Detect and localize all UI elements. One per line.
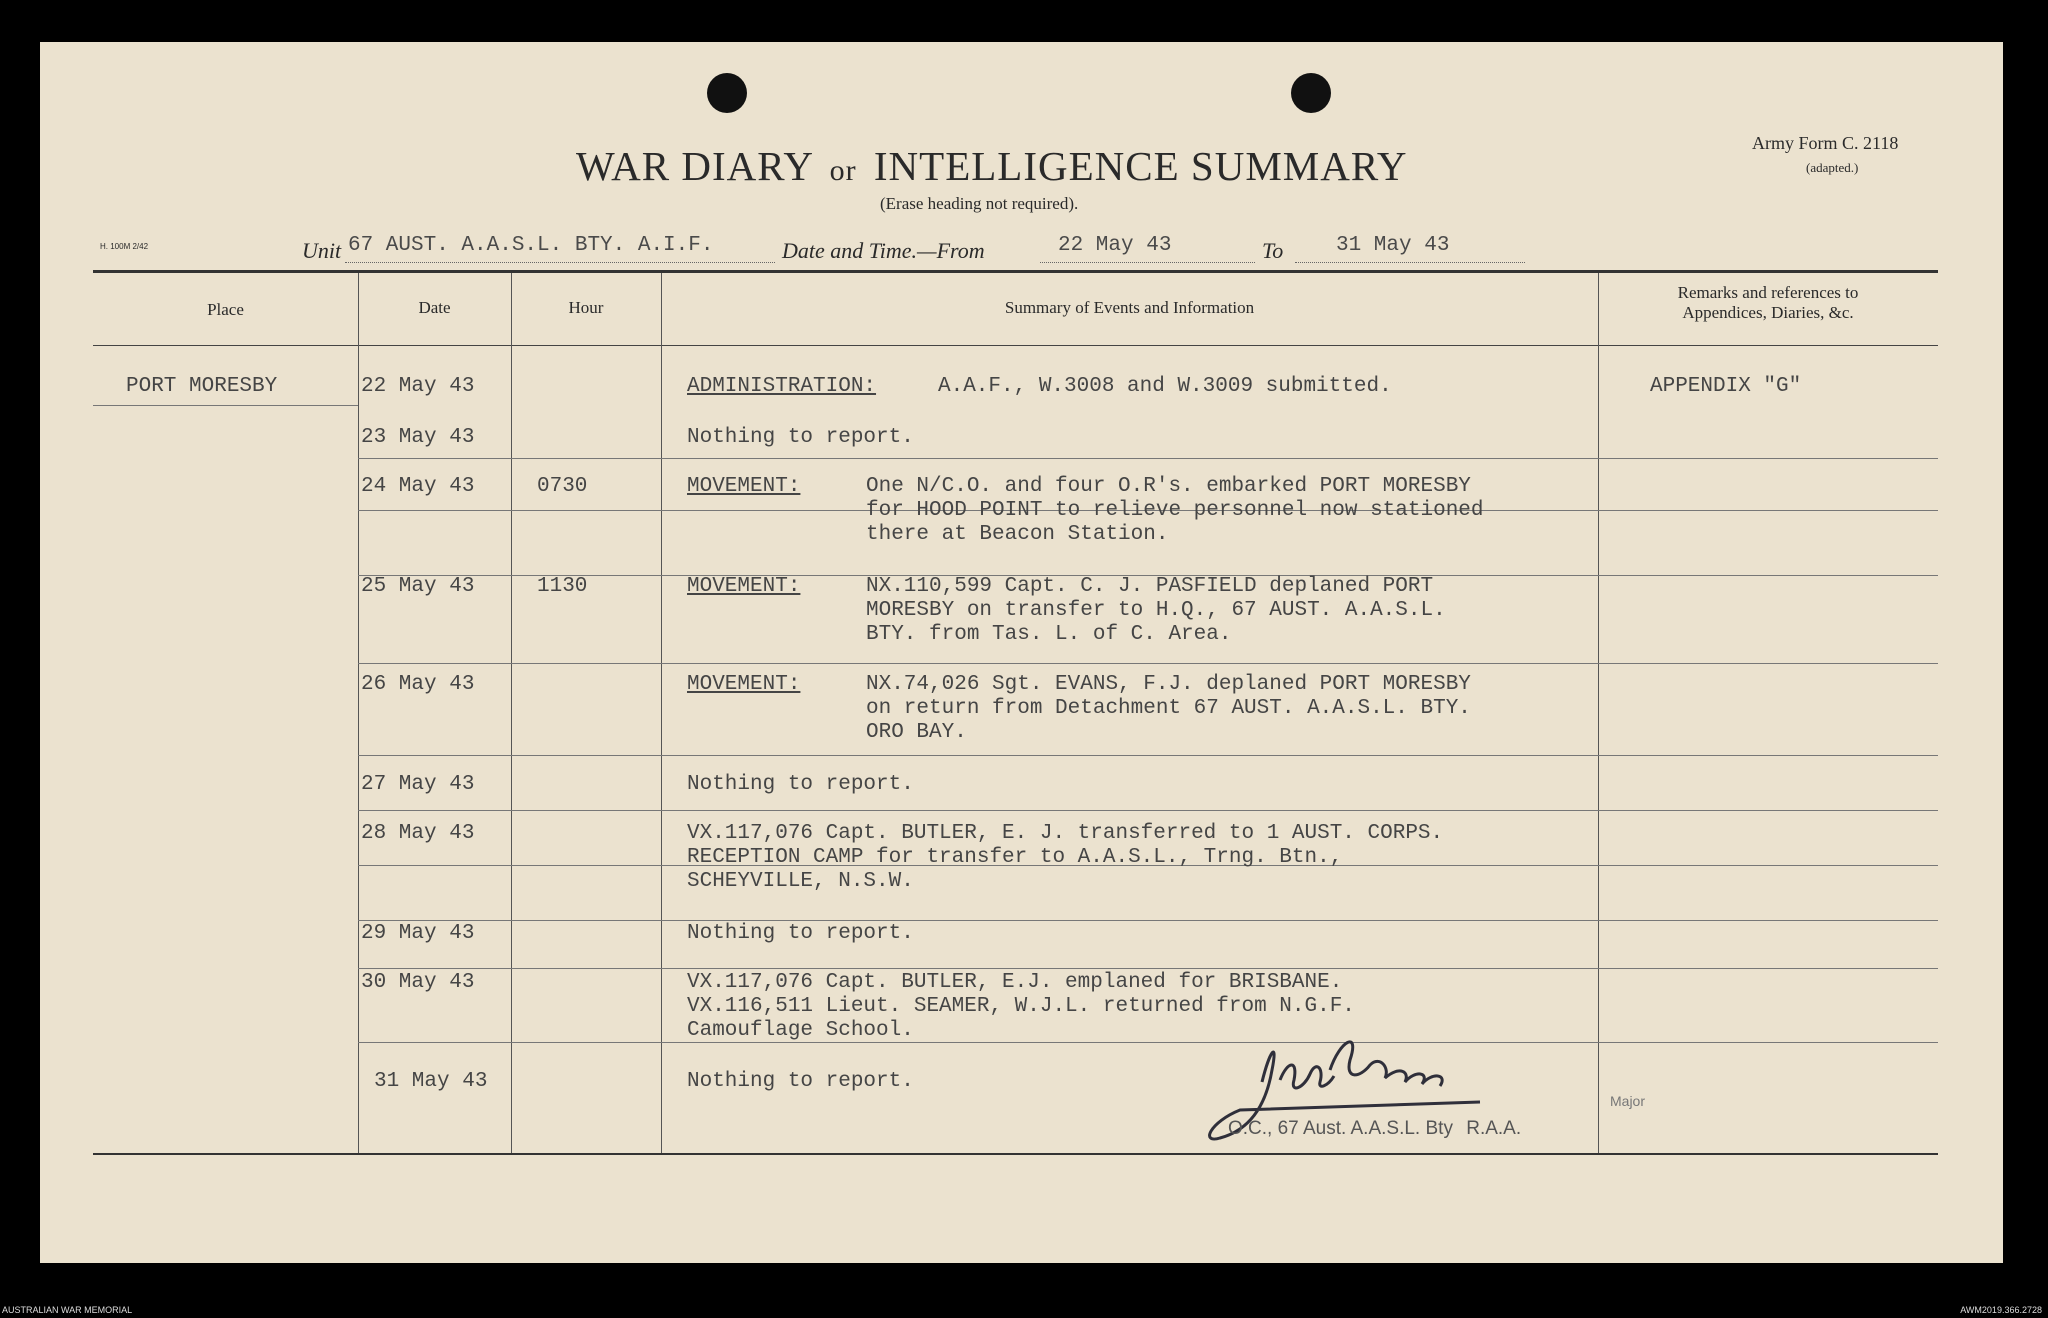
army-form-number: Army Form C. 2118 (1752, 133, 1899, 153)
date-label: Date and Time.—From (782, 238, 985, 263)
to-dotline (1295, 262, 1525, 263)
row-heading: MOVEMENT: (687, 475, 801, 498)
header-date: Date (418, 298, 451, 317)
unit-label: Unit (302, 238, 342, 263)
row-heading: MOVEMENT: (687, 673, 801, 696)
title-or: or (829, 154, 857, 187)
from-value: 22 May 43 (1058, 234, 1172, 257)
row-summary: Nothing to report. (687, 922, 914, 945)
row-hour: 1130 (537, 575, 588, 598)
column-divider (661, 273, 662, 1153)
subtitle: (Erase heading not required). (880, 194, 1079, 213)
oc-stamp (1228, 1118, 1521, 1140)
stamp-suffix: R.A.A. (1466, 1118, 1522, 1139)
row-date: 25 May 43 (361, 575, 475, 598)
header-rule (93, 345, 1938, 346)
column-divider (358, 273, 359, 1153)
row-date: 28 May 43 (361, 822, 475, 845)
row-date: 22 May 43 (361, 375, 475, 398)
unit-value: 67 AUST. A.A.S.L. BTY. A.I.F. (348, 234, 714, 257)
army-form-adapted: (adapted.) (1806, 160, 1859, 175)
row-heading: MOVEMENT: (687, 575, 801, 598)
header-hour: Hour (568, 298, 604, 317)
row-summary: Nothing to report. (687, 1070, 914, 1093)
column-divider (1598, 273, 1599, 1153)
rank-stamp: Major (1610, 1093, 1646, 1109)
header-remarks (1598, 283, 1938, 323)
row-date: 30 May 43 (361, 971, 475, 994)
punch-hole (707, 73, 747, 113)
row-remarks: APPENDIX "G" (1650, 375, 1802, 398)
row-rule (358, 810, 1938, 811)
row-rule (358, 663, 1938, 664)
header-summary: Summary of Events and Information (1004, 298, 1255, 317)
table-top-rule (93, 270, 1938, 273)
row-rule (358, 755, 1938, 756)
footer-credit: AUSTRALIAN WAR MEMORIAL (2, 1305, 133, 1315)
row-hour: 0730 (537, 475, 588, 498)
row-date: 23 May 43 (361, 426, 475, 449)
title-war-diary: WAR DIARY (576, 143, 813, 189)
row-summary: Nothing to report. (687, 773, 914, 796)
row-date: 24 May 43 (361, 475, 475, 498)
punch-hole (1291, 73, 1331, 113)
row-rule (358, 920, 1938, 921)
from-dotline (1040, 262, 1255, 263)
row-summary: VX.117,076 Capt. BUTLER, E. J. transferred to 1 AUST. CORPS. RECEPTION CAMP for transfer to A.A.S.L., Trng. Btn., SCHEYVILLE, N.S.W. (687, 822, 1444, 893)
row-date: 31 May 43 (374, 1070, 488, 1093)
footer-accession: AWM2019.366.2728 (1960, 1305, 2042, 1315)
row-rule (358, 968, 1938, 969)
row-summary: NX.110,599 Capt. C. J. PASFIELD deplaned PORT MORESBY on transfer to H.Q., 67 AUST. A.A.S.L. BTY. from Tas. L. of C. Area. (866, 575, 1446, 646)
row-heading: ADMINISTRATION: (687, 375, 877, 398)
row-summary: One N/C.O. and four O.R's. embarked PORT MORESBY for HOOD POINT to relieve personnel now stationed there at Beacon Station. (866, 475, 1484, 546)
row-summary: A.A.F., W.3008 and W.3009 submitted. (938, 375, 1392, 398)
form-code: H. 100M 2/42 (100, 242, 149, 251)
header-remarks-line1: Remarks and references to (1677, 283, 1859, 302)
column-divider (511, 273, 512, 1153)
page-title (576, 142, 1408, 190)
diary-page (40, 42, 2003, 1263)
to-value: 31 May 43 (1336, 234, 1450, 257)
to-label: To (1262, 238, 1284, 263)
row-place: PORT MORESBY (126, 375, 278, 398)
unit-dotline (345, 262, 775, 263)
header-place: Place (207, 300, 244, 319)
oc-stamp-text: O.C., 67 Aust. A.A.S.L. Bty (1228, 1118, 1453, 1139)
row-summary: Nothing to report. (687, 426, 914, 449)
header-remarks-line2: Appendices, Diaries, &c. (1682, 303, 1854, 322)
table-bottom-rule (93, 1153, 1938, 1155)
row-summary: VX.117,076 Capt. BUTLER, E.J. emplaned for BRISBANE. VX.116,511 Lieut. SEAMER, W.J.L. returned from N.G.F. Camouflage School. (687, 971, 1355, 1042)
row-rule (358, 458, 1938, 459)
row-rule (93, 405, 358, 406)
row-date: 29 May 43 (361, 922, 475, 945)
row-date: 27 May 43 (361, 773, 475, 796)
row-date: 26 May 43 (361, 673, 475, 696)
row-summary: NX.74,026 Sgt. EVANS, F.J. deplaned PORT MORESBY on return from Detachment 67 AUST. A.A.S.L. BTY. ORO BAY. (866, 673, 1471, 744)
title-intelligence: INTELLIGENCE SUMMARY (873, 143, 1408, 189)
